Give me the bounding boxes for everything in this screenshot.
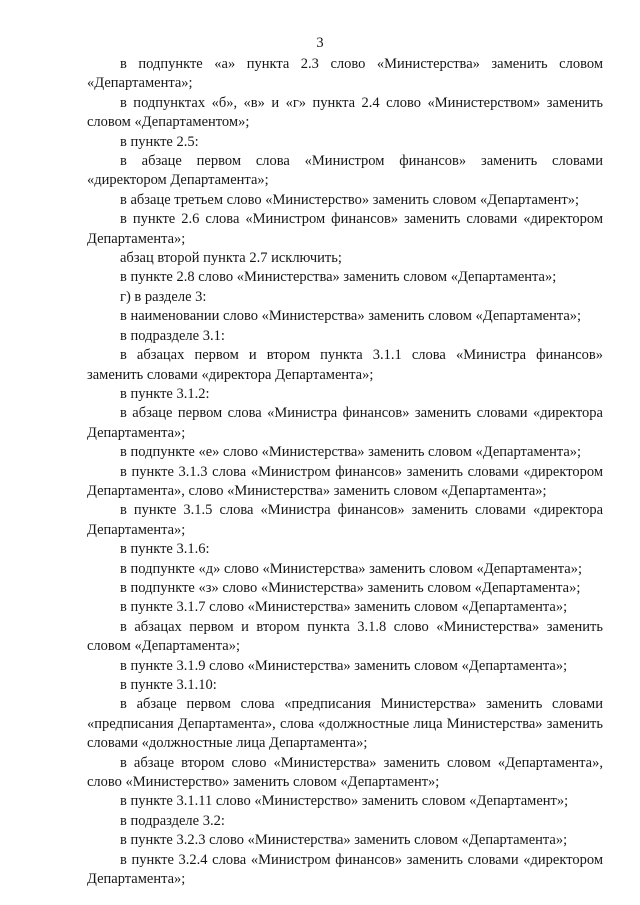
paragraph-14: в абзаце первом слова «Министра финансов» заменить словами «директора Департамента»; [87, 405, 603, 441]
paragraph-16: в пункте 3.1.3 слова «Министром финансов» заменить словами «директором Департамента», слово «Министерства» заменить словом «Департамента»; [87, 463, 603, 499]
paragraph-4: в абзаце первом слова «Министром финансов» заменить словами «директором Департамента»; [87, 153, 603, 189]
paragraph-11: в подразделе 3.1: [120, 327, 225, 344]
paragraph-20: в подпункте «з» слово «Министерства» заменить словом «Департамента»; [120, 579, 581, 596]
paragraph-9: г) в разделе 3: [120, 288, 207, 305]
paragraph-10: в наименовании слово «Министерства» заменить словом «Департамента»; [120, 308, 582, 325]
paragraph-6: в пункте 2.6 слова «Министром финансов» заменить словами «директором Департамента»; [87, 211, 603, 247]
paragraph-27: в пункте 3.1.11 слово «Министерство» заменить словом «Департамент»; [120, 793, 569, 810]
paragraph-26: в абзаце втором слово «Министерства» заменить словом «Департамента», слово «Министерство» заменить словом «Департамент»; [87, 754, 603, 791]
paragraph-5: в абзаце третьем слово «Министерство» заменить словом «Департамент»; [120, 191, 579, 208]
paragraph-29: в пункте 3.2.3 слово «Министерства» заменить словом «Департамента»; [120, 832, 568, 849]
paragraph-13: в пункте 3.1.2: [120, 385, 210, 402]
paragraph-18: в пункте 3.1.6: [120, 541, 210, 558]
paragraph-23: в пункте 3.1.9 слово «Министерства» заменить словом «Департамента»; [120, 657, 568, 674]
paragraph-12: в абзацах первом и втором пункта 3.1.1 слова «Министра финансов» заменить словами «директора Департамента»; [87, 347, 603, 383]
paragraph-24: в пункте 3.1.10: [120, 677, 217, 693]
paragraph-3: в пункте 2.5: [120, 133, 199, 150]
paragraph-17: в пункте 3.1.5 слова «Министра финансов» заменить словами «директора Департамента»; [87, 502, 603, 538]
paragraph-2: в подпунктах «б», «в» и «г» пункта 2.4 слово «Министерством» заменить словом «Департаментом»; [87, 94, 603, 131]
paragraph-15: в подпункте «е» слово «Министерства» заменить словом «Департамента»; [120, 444, 582, 461]
paragraph-7: абзац второй пункта 2.7 исключить; [120, 250, 342, 267]
paragraph-21: в пункте 3.1.7 слово «Министерства» заменить словом «Департамента»; [120, 599, 568, 616]
paragraph-25: в абзаце первом слова «предписания Министерства» заменить словами «предписания Департамента», слова «должностные лица Министерства» заменить словами «должностные лица Департамента»; [87, 696, 603, 752]
paragraph-22: в абзацах первом и втором пункта 3.1.8 слово «Министерства» заменить словом «Департамента»; [87, 618, 603, 655]
paragraph-30: в пункте 3.2.4 слова «Министром финансов» заменить словами «директором Департамента»; [87, 851, 603, 888]
document-body [87, 55, 603, 889]
paragraph-1: в подпункте «а» пункта 2.3 слово «Министерства» заменить словом «Департамента»; [87, 56, 603, 92]
paragraph-8: в пункте 2.8 слово «Министерства» заменить словом «Департамента»; [120, 269, 557, 286]
paragraph-19: в подпункте «д» слово «Министерства» заменить словом «Департамента»; [120, 560, 582, 577]
page-number: 3 [316, 35, 324, 51]
paragraph-28: в подразделе 3.2: [120, 812, 225, 829]
